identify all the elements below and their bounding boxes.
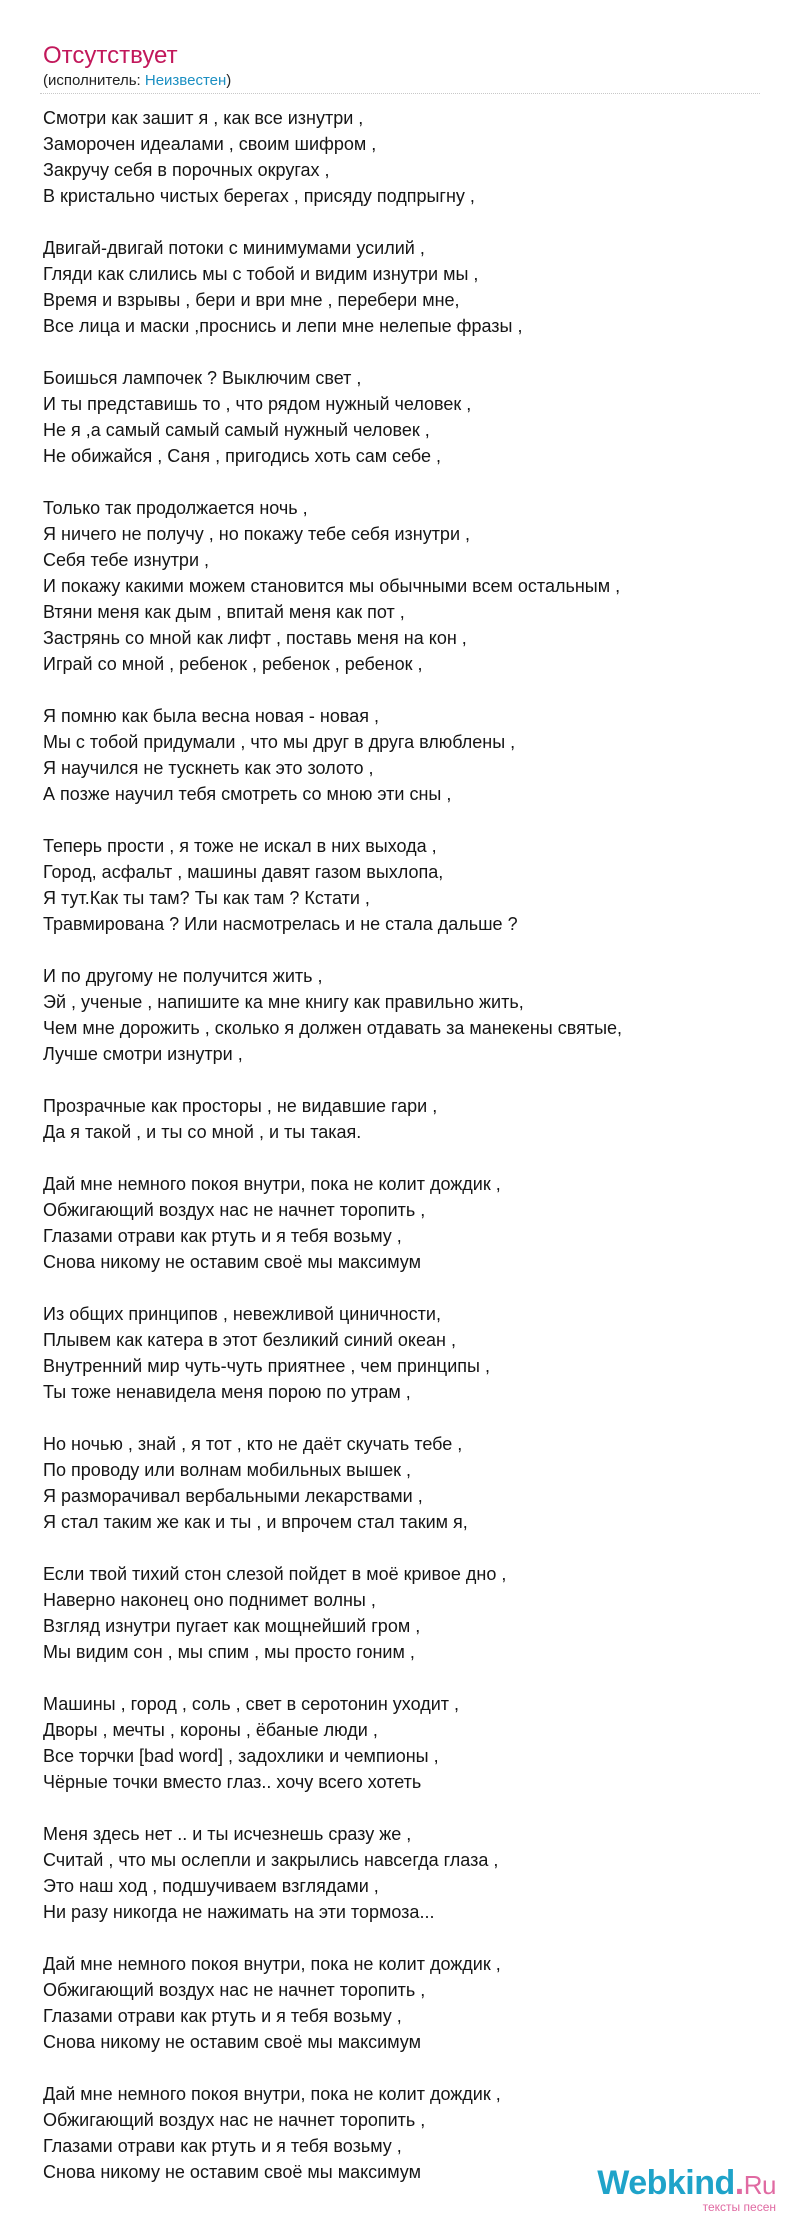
lyrics-stanza [43,1093,763,1145]
lyrics-line: Я ничего не получу , но покажу тебе себя изнутри , [43,524,470,544]
lyrics-line: Все лица и маски ,проснись и лепи мне нелепые фразы , [43,316,523,336]
lyrics-line: Чем мне дорожить , сколько я должен отдавать за манекены святые, [43,1018,623,1038]
lyrics-line: Играй со мной , ребенок , ребенок , ребенок , [43,654,423,674]
lyrics-line: Все торчки [bad word] , задохлики и чемпионы , [43,1746,439,1766]
lyrics-line: Дай мне немного покоя внутри, пока не колит дождик , [43,2084,501,2104]
lyrics-line: Только так продолжается ночь , [43,498,308,518]
logo-ru: Ru [743,2170,776,2200]
lyrics-stanza [43,1171,763,1275]
logo-web: Web [597,2164,667,2202]
lyrics-stanza [43,963,763,1067]
lyrics-stanza [43,105,763,209]
lyrics-stanza [43,1301,763,1405]
lyrics-line: Дай мне немного покоя внутри, пока не колит дождик , [43,1174,501,1194]
lyrics-line: Меня здесь нет .. и ты исчезнешь сразу же , [43,1824,412,1844]
lyrics-line: Мы видим сон , мы спим , мы просто гоним , [43,1642,415,1662]
lyrics-line: Глазами отрави как ртуть и я тебя возьму , [43,2006,402,2026]
lyrics-line: Я помню как была весна новая - новая , [43,706,379,726]
artist-suffix: ) [226,72,232,89]
lyrics-line: Боишься лампочек ? Выключим свет , [43,368,362,388]
lyrics-line: Город, асфальт , машины давят газом выхлопа, [43,862,444,882]
lyrics-line: Двигай-двигай потоки с минимумами усилий , [43,238,425,258]
lyrics-line: Я стал таким же как и ты , и впрочем стал таким я, [43,1512,468,1532]
lyrics-text [43,105,763,2211]
lyrics-line: Теперь прости , я тоже не искал в них выхода , [43,836,437,856]
lyrics-line: В кристально чистых берегах , присяду подпрыгну , [43,186,475,206]
lyrics-line: Я научился не тускнеть как это золото , [43,758,374,778]
lyrics-line: Травмирована ? Или насмотрелась и не стала дальше ? [43,914,518,934]
lyrics-stanza [43,1561,763,1665]
lyrics-line: Машины , город , соль , свет в серотонин уходит , [43,1694,460,1714]
lyrics-line: Мы с тобой придумали , что мы друг в друга влюблены , [43,732,516,752]
logo-dot: . [734,2164,744,2202]
lyrics-stanza [43,1691,763,1795]
lyrics-line: Плывем как катера в этот безликий синий океан , [43,1330,456,1350]
lyrics-line: Это наш ход , подшучиваем взглядами , [43,1876,379,1896]
lyrics-stanza [43,235,763,339]
lyrics-line: Если твой тихий стон слезой пойдет в моё кривое дно , [43,1564,507,1584]
lyrics-line: Да я такой , и ты со мной , и ты такая. [43,1122,362,1142]
lyrics-line: Взгляд изнутри пугает как мощнейший гром , [43,1616,421,1636]
lyrics-line: Ни разу никогда не нажимать на эти тормоза... [43,1902,435,1922]
lyrics-line: Снова никому не оставим своё мы максимум [43,1252,421,1272]
lyrics-line: Глазами отрави как ртуть и я тебя возьму , [43,2136,402,2156]
lyrics-line: Из общих принципов , невежливой циничности, [43,1304,441,1324]
artist-prefix: (исполнитель: [43,72,145,89]
lyrics-line: Обжигающий воздух нас не начнет торопить , [43,2110,426,2130]
lyrics-line: Себя тебе изнутри , [43,550,209,570]
lyrics-line: Застрянь со мной как лифт , поставь меня на кон , [43,628,467,648]
lyrics-line: И по другому не получится жить , [43,966,323,986]
lyrics-line: Дворы , мечты , короны , ёбаные люди , [43,1720,378,1740]
logo-kind: kind [666,2164,735,2202]
lyrics-line: Гляди как слились мы с тобой и видим изнутри мы , [43,264,479,284]
logo-wordmark [597,2166,776,2202]
artist-link[interactable]: Неизвестен [144,72,227,89]
lyrics-line: Я разморачивал вербальными лекарствами , [43,1486,423,1506]
title-divider [40,93,760,94]
lyrics-line: Дай мне немного покоя внутри, пока не колит дождик , [43,1954,501,1974]
lyrics-line: Обжигающий воздух нас не начнет торопить , [43,1980,426,2000]
webkind-logo[interactable] [597,2166,776,2214]
lyrics-line: А позже научил тебя смотреть со мною эти сны , [43,784,452,804]
lyrics-line: По проводу или волнам мобильных вышек , [43,1460,411,1480]
lyrics-line: Заморочен идеалами , своим шифром , [43,134,377,154]
lyrics-line: Прозрачные как просторы , не видавшие гари , [43,1096,438,1116]
lyrics-line: Внутренний мир чуть-чуть приятнее , чем принципы , [43,1356,490,1376]
lyrics-line: Снова никому не оставим своё мы максимум [43,2032,421,2052]
artist-line [43,72,231,89]
lyrics-stanza [43,495,763,677]
lyrics-stanza [43,1431,763,1535]
lyrics-line: Считай , что мы ослепли и закрылись навсегда глаза , [43,1850,499,1870]
lyrics-line: Но ночью , знай , я тот , кто не даёт скучать тебе , [43,1434,463,1454]
lyrics-stanza [43,365,763,469]
lyrics-line: И ты представишь то , что рядом нужный человек , [43,394,472,414]
logo-subtitle: тексты песен [702,2200,776,2214]
lyrics-line: Глазами отрави как ртуть и я тебя возьму , [43,1226,402,1246]
lyrics-line: Чёрные точки вместо глаз.. хочу всего хотеть [43,1772,422,1792]
song-title: Отсутствует [43,42,178,69]
lyrics-line: Втяни меня как дым , впитай меня как пот , [43,602,405,622]
lyrics-line: Ты тоже ненавидела меня порою по утрам , [43,1382,411,1402]
lyrics-stanza [43,703,763,807]
lyrics-line: Время и взрывы , бери и ври мне , перебери мне, [43,290,460,310]
lyrics-line: Эй , ученые , напишите ка мне книгу как правильно жить, [43,992,524,1012]
lyrics-line: Я тут.Как ты там? Ты как там ? Кстати , [43,888,370,908]
lyrics-line: Смотри как зашит я , как все изнутри , [43,108,364,128]
lyrics-line: Не обижайся , Саня , пригодись хоть сам себе , [43,446,442,466]
lyrics-stanza [43,1821,763,1925]
lyrics-line: И покажу какими можем становится мы обычными всем остальным , [43,576,621,596]
lyrics-line: Наверно наконец оно поднимет волны , [43,1590,376,1610]
lyrics-line: Лучше смотри изнутри , [43,1044,243,1064]
lyrics-line: Снова никому не оставим своё мы максимум [43,2162,421,2182]
lyrics-line: Обжигающий воздух нас не начнет торопить , [43,1200,426,1220]
lyrics-line: Не я ,а самый самый самый нужный человек , [43,420,430,440]
lyrics-stanza [43,833,763,937]
lyrics-stanza [43,1951,763,2055]
lyrics-line: Закручу себя в порочных округах , [43,160,330,180]
